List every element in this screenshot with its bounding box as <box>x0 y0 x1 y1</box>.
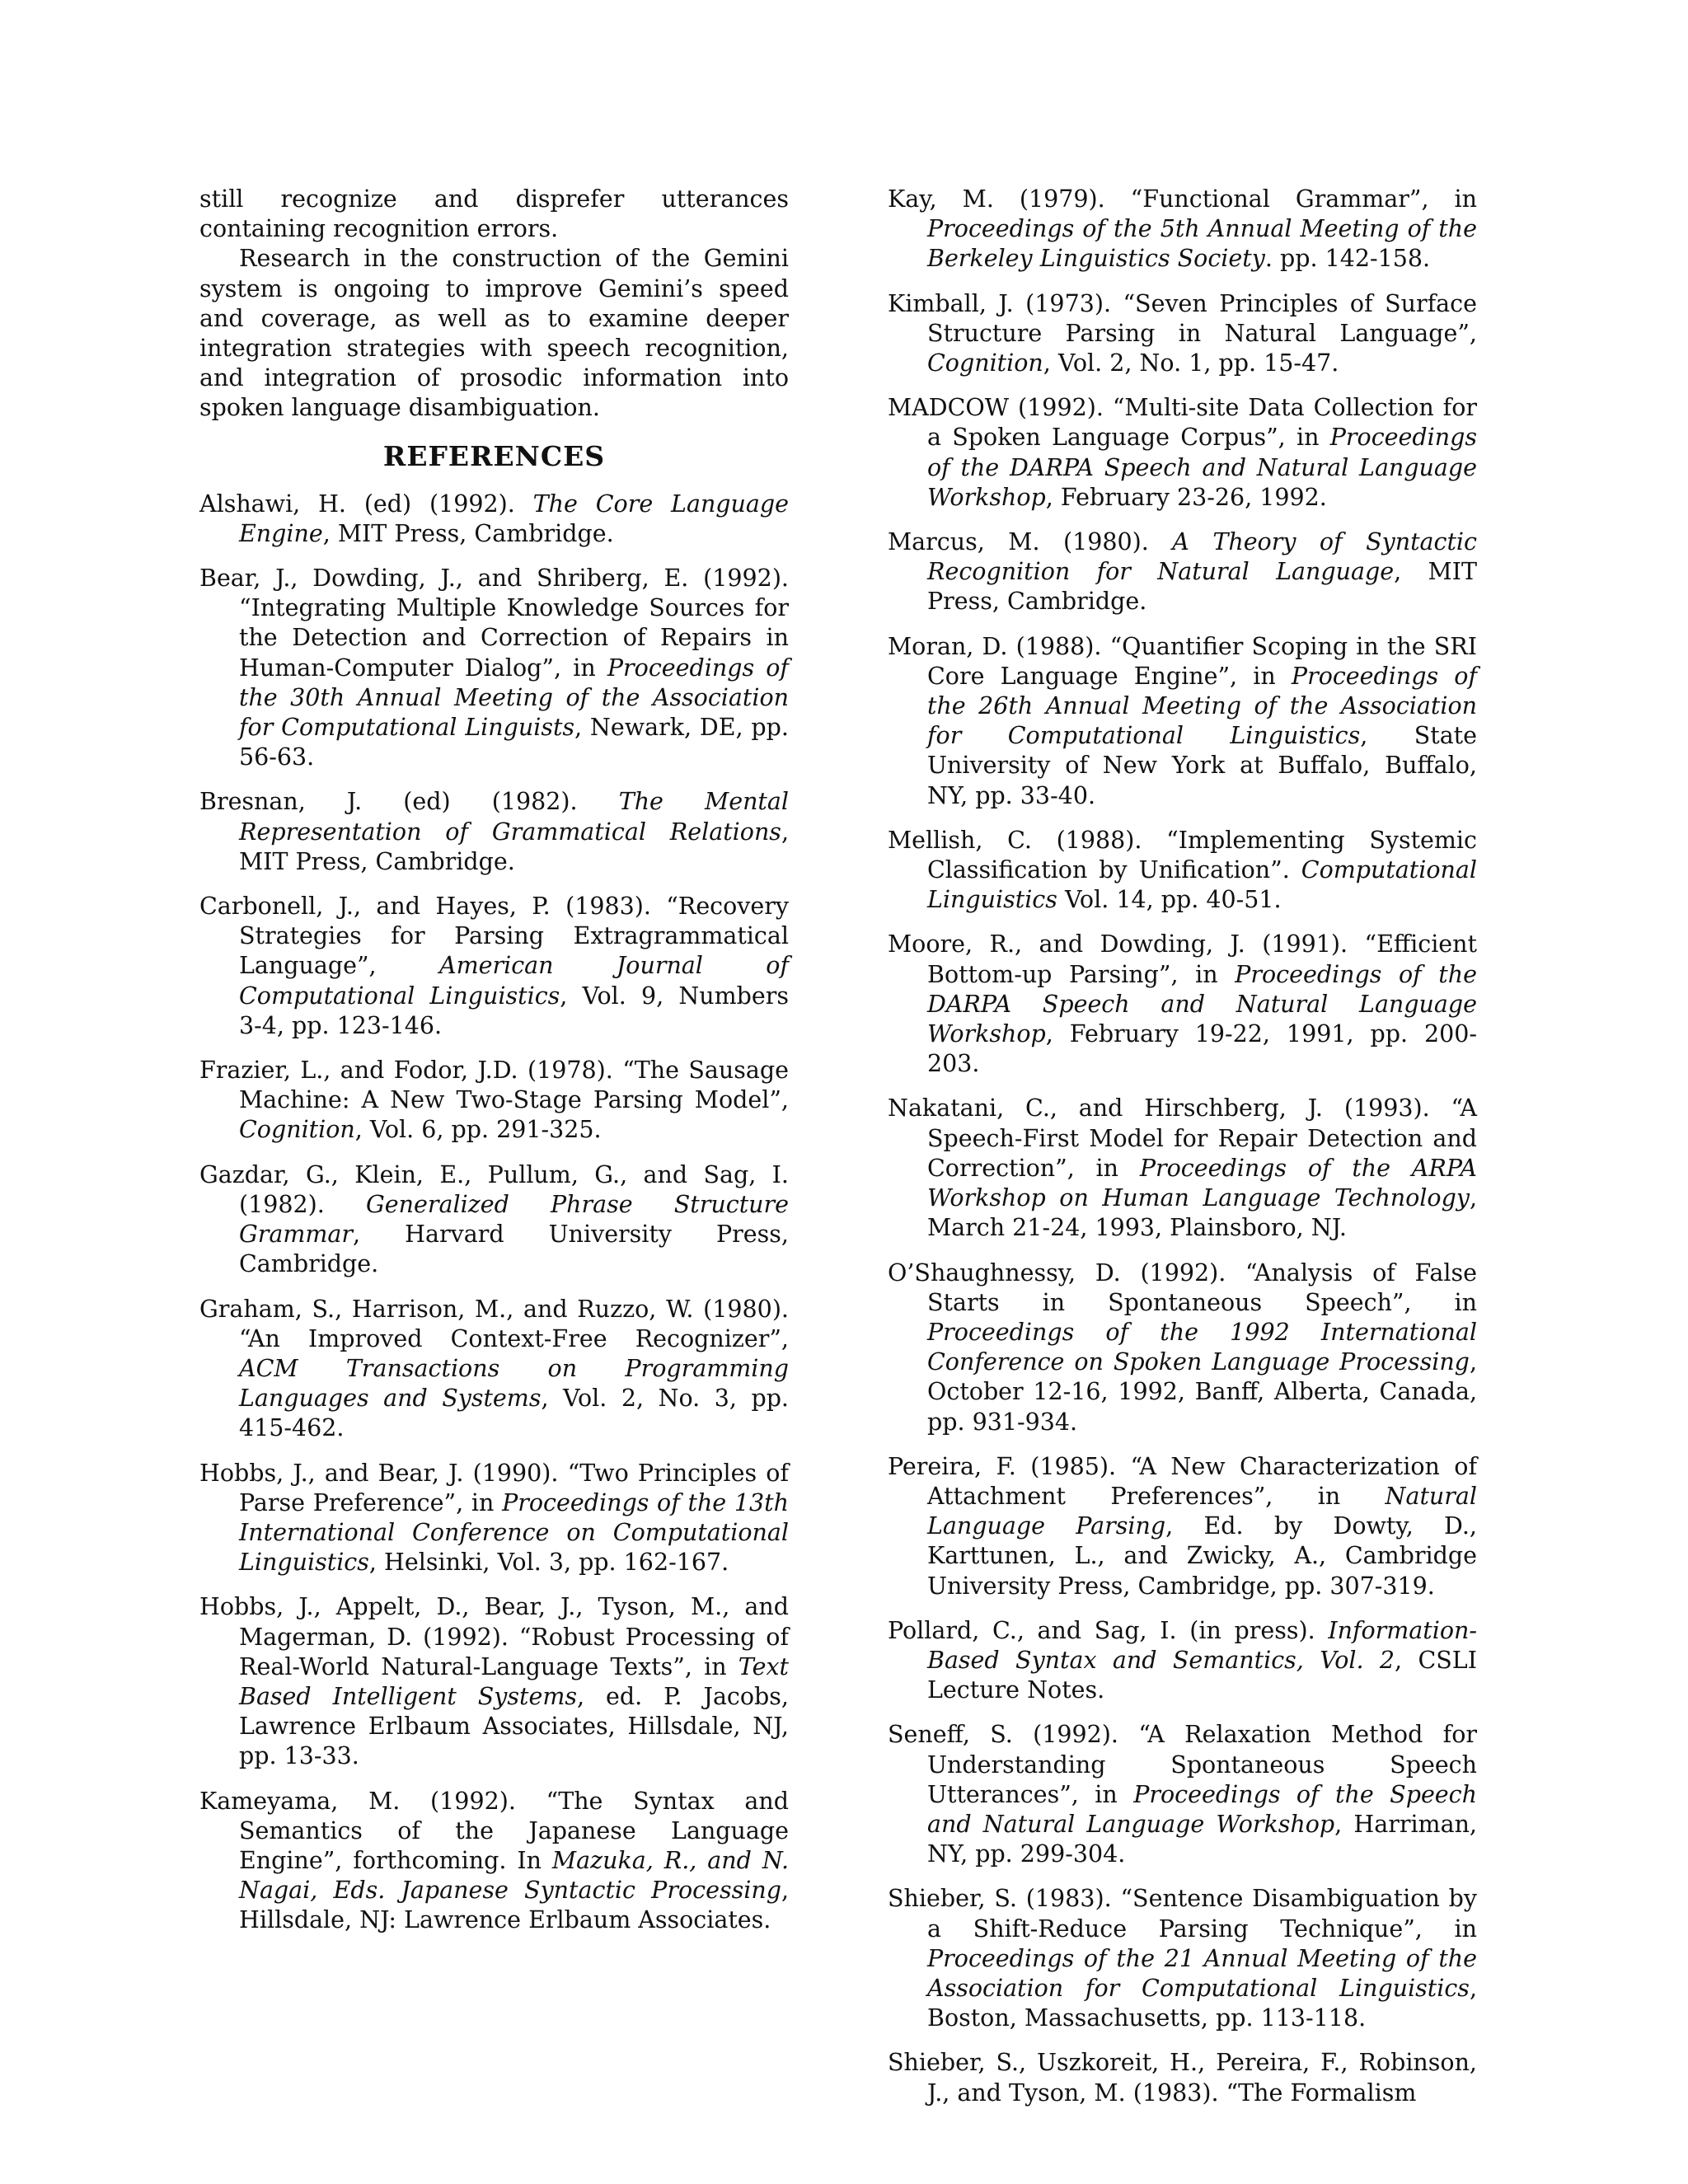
references-heading: REFERENCES <box>382 439 606 472</box>
reference-item: Mellish, C. (1988). “Implementing Systemic Classification by Unification”. Computational Linguistics Vol. 14, pp. 40-51. <box>888 826 1477 914</box>
reference-item: Bear, J., Dowding, J., and Shriberg, E. (1992). “Integrating Multiple Knowledge Sources for the Detection and Correction of Repairs in Human-Computer Dialog”, in Proceedings of the 30th Annual Meeting of the Association for Computational Linguists, Newark, DE, pp. 56-63. <box>199 565 789 771</box>
reference-item: Moore, R., and Dowding, J. (1991). “Efficient Bottom-up Parsing”, in Proceedings of the DARPA Speech and Natural Language Workshop, February 19-22, 1991, pp. 200-203. <box>888 930 1477 1078</box>
reference-item: Kameyama, M. (1992). “The Syntax and Semantics of the Japanese Language Engine”, forthcoming. In Mazuka, R., and N. Nagai, Eds. Japanese Syntactic Processing, Hillsdale, NJ: Lawrence Erlbaum Associates. <box>199 1787 790 1934</box>
reference-item: Shieber, S., Uszkoreit, H., Pereira, F., Robinson, J., and Tyson, M. (1983). “The Formalism <box>888 2049 1477 2107</box>
left-column <box>199 185 789 1951</box>
reference-item: Seneff, S. (1992). “A Relaxation Method for Understanding Spontaneous Speech Utterances”, in Proceedings of the Speech and Natural Language Workshop, Harriman, NY, pp. 299-304. <box>888 1721 1477 1868</box>
intro-paragraph-1: still recognize and disprefer utterances containing recognition errors. <box>199 185 789 243</box>
reference-item: Pollard, C., and Sag, I. (in press). Information-Based Syntax and Semantics, Vol. 2, CSLI Lecture Notes. <box>888 1616 1477 1704</box>
reference-item: Shieber, S. (1983). “Sentence Disambiguation by a Shift-Reduce Parsing Technique”, in Proceedings of the 21 Annual Meeting of the Association for Computational Linguistics, Boston, Massachusetts, pp. 113-118. <box>888 1885 1477 2032</box>
references-list-left <box>199 490 789 1936</box>
right-column <box>888 185 1477 2123</box>
reference-item: Moran, D. (1988). “Quantifier Scoping in the SRI Core Language Engine”, in Proceedings of the 26th Annual Meeting of the Association for Computational Linguistics, State University of New York at Buffalo, Buffalo, NY, pp. 33-40. <box>888 632 1477 809</box>
reference-item: Gazdar, G., Klein, E., Pullum, G., and Sag, I. (1982). Generalized Phrase Structure Grammar, Harvard University Press, Cambridge. <box>199 1160 789 1278</box>
reference-item: Graham, S., Harrison, M., and Ruzzo, W. (1980). “An Improved Context-Free Recognizer”, ACM Transactions on Programming Languages and Systems, Vol. 2, No. 3, pp. 415-462. <box>199 1295 789 1442</box>
reference-item: MADCOW (1992). “Multi-site Data Collection for a Spoken Language Corpus”, in Proceedings of the DARPA Speech and Natural Language Workshop, February 23-26, 1992. <box>888 394 1477 511</box>
reference-item: Bresnan, J. (ed) (1982). The Mental Representation of Grammatical Relations, MIT Press, Cambridge. <box>199 788 789 875</box>
reference-item: O’Shaughnessy, D. (1992). “Analysis of False Starts in Spontaneous Speech”, in Proceedings of the 1992 International Conference on Spoken Language Processing, October 12-16, 1992, Banff, Alberta, Canada, pp. 931-934. <box>888 1258 1477 1436</box>
intro-paragraph-2: Research in the construction of the Gemini system is ongoing to improve Gemini’s speed and coverage, as well as to examine deeper integration strategies with speech recognition, and integration of prosodic information into spoken language disambiguation. <box>199 245 789 422</box>
reference-item: Marcus, M. (1980). A Theory of Syntactic Recognition for Natural Language, MIT Press, Cambridge. <box>888 528 1478 616</box>
reference-item: Kimball, J. (1973). “Seven Principles of Surface Structure Parsing in Natural Language”, Cognition, Vol. 2, No. 1, pp. 15-47. <box>888 289 1477 377</box>
reference-item: Carbonell, J., and Hayes, P. (1983). “Recovery Strategies for Parsing Extragrammatical Language”, American Journal of Computational Linguistics, Vol. 9, Numbers 3-4, pp. 123-146. <box>199 893 790 1039</box>
reference-item: Kay, M. (1979). “Functional Grammar”, in Proceedings of the 5th Annual Meeting of the Berkeley Linguistics Society. pp. 142-158. <box>888 185 1477 273</box>
references-list-right <box>888 185 1477 2108</box>
reference-item: Hobbs, J., Appelt, D., Bear, J., Tyson, M., and Magerman, D. (1992). “Robust Processing of Real-World Natural-Language Texts”, in Text Based Intelligent Systems, ed. P. Jacobs, Lawrence Erlbaum Associates, Hillsdale, NJ, pp. 13-33. <box>199 1593 789 1770</box>
reference-item: Nakatani, C., and Hirschberg, J. (1993). “A Speech-First Model for Repair Detection and Correction”, in Proceedings of the ARPA Workshop on Human Language Technology, March 21-24, 1993, Plainsboro, NJ. <box>888 1094 1477 1242</box>
reference-item: Alshawi, H. (ed) (1992). The Core Language Engine, MIT Press, Cambridge. <box>199 490 789 547</box>
reference-item: Hobbs, J., and Bear, J. (1990). “Two Principles of Parse Preference”, in Proceedings of the 13th International Conference on Computational Linguistics, Helsinki, Vol. 3, pp. 162-167. <box>199 1459 789 1577</box>
reference-item: Frazier, L., and Fodor, J.D. (1978). “The Sausage Machine: A New Two-Stage Parsing Model”, Cognition, Vol. 6, pp. 291-325. <box>199 1057 789 1144</box>
reference-item: Pereira, F. (1985). “A New Characterization of Attachment Preferences”, in Natural Language Parsing, Ed. by Dowty, D., Karttunen, L., and Zwicky, A., Cambridge University Press, Cambridge, pp. 307-319. <box>888 1452 1477 1600</box>
